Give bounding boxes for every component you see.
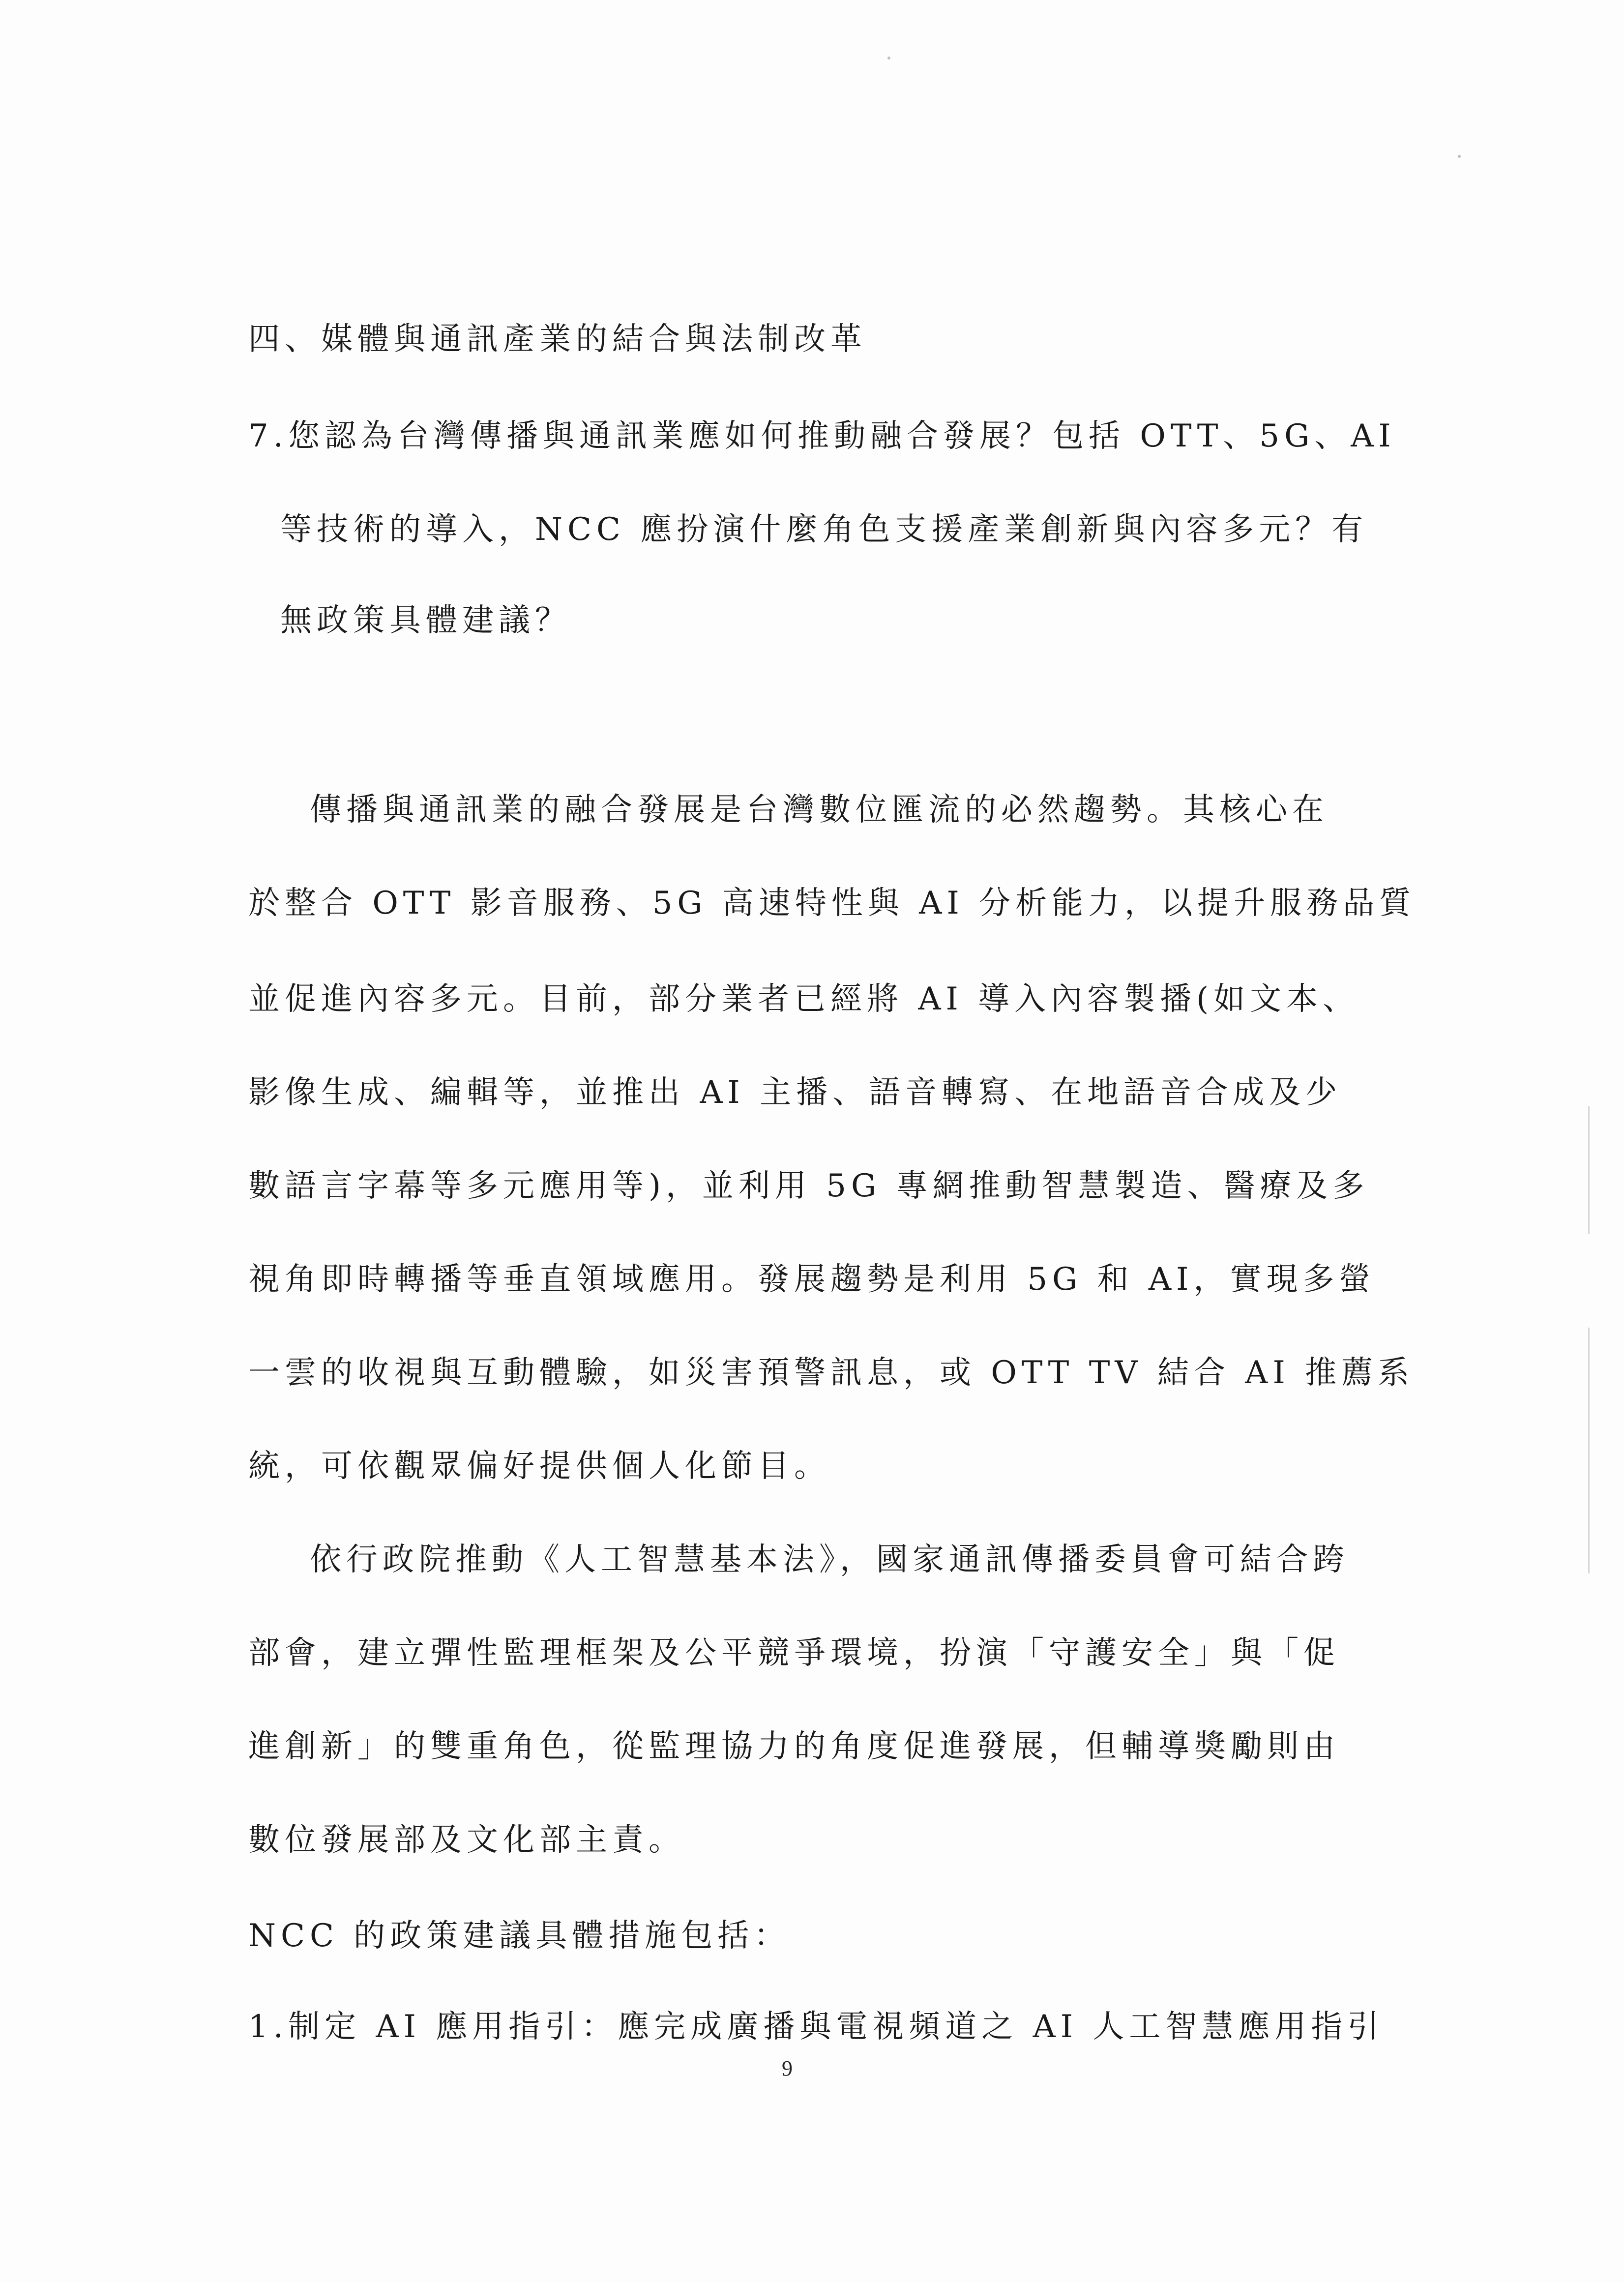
paragraph-line: 數位發展部及文化部主責。	[248, 1822, 685, 1858]
section-heading: 四、媒體與通訊產業的結合與法制改革	[248, 321, 867, 357]
paragraph-line: 部會，建立彈性監理框架及公平競爭環境，扮演「守護安全」與「促	[248, 1635, 1340, 1671]
paragraph-line: 傳播與通訊業的融合發展是台灣數位匯流的必然趨勢。其核心在	[310, 792, 1329, 828]
page-number: 9	[782, 2056, 793, 2080]
paragraph-line: 進創新」的雙重角色，從監理協力的角度促進發展，但輔導獎勵則由	[248, 1728, 1340, 1765]
scan-artifact	[1588, 1106, 1590, 1234]
paragraph-line: 並促進內容多元。目前，部分業者已經將 AI 導入內容製播(如文本、	[248, 981, 1359, 1017]
scan-speck	[1458, 155, 1461, 158]
scan-artifact	[1588, 1328, 1590, 1573]
paragraph-line: 數語言字幕等多元應用等)，並利用 5G 專網推動智慧製造、醫療及多	[248, 1168, 1369, 1204]
question-line: 無政策具體建議？	[280, 602, 571, 639]
measure-item-1: 1.制定 AI 應用指引：應完成廣播與電視頻道之 AI 人工智慧應用指引	[248, 2009, 1384, 2045]
paragraph-line: 於整合 OTT 影音服務、5G 高速特性與 AI 分析能力，以提升服務品質	[248, 885, 1416, 921]
ncc-measures-intro: NCC 的政策建議具體措施包括：	[248, 1918, 791, 1954]
question-line: 7.您認為台灣傳播與通訊業應如何推動融合發展？包括 OTT、5G、AI	[248, 418, 1396, 454]
paragraph-line: 視角即時轉播等垂直領域應用。發展趨勢是利用 5G 和 AI，實現多螢	[248, 1261, 1376, 1298]
paragraph-line: 影像生成、編輯等，並推出 AI 主播、語音轉寫、在地語音合成及少	[248, 1074, 1342, 1111]
scan-speck	[887, 57, 890, 59]
question-line: 等技術的導入，NCC 應扮演什麼角色支援產業創新與內容多元？有	[280, 511, 1368, 548]
paragraph-line: 依行政院推動《人工智慧基本法》，國家通訊傳播委員會可結合跨	[310, 1542, 1349, 1578]
paragraph-line: 統，可依觀眾偏好提供個人化節目。	[248, 1448, 830, 1484]
paragraph-line: 一雲的收視與互動體驗，如災害預警訊息，或 OTT TV 結合 AI 推薦系	[248, 1355, 1415, 1391]
